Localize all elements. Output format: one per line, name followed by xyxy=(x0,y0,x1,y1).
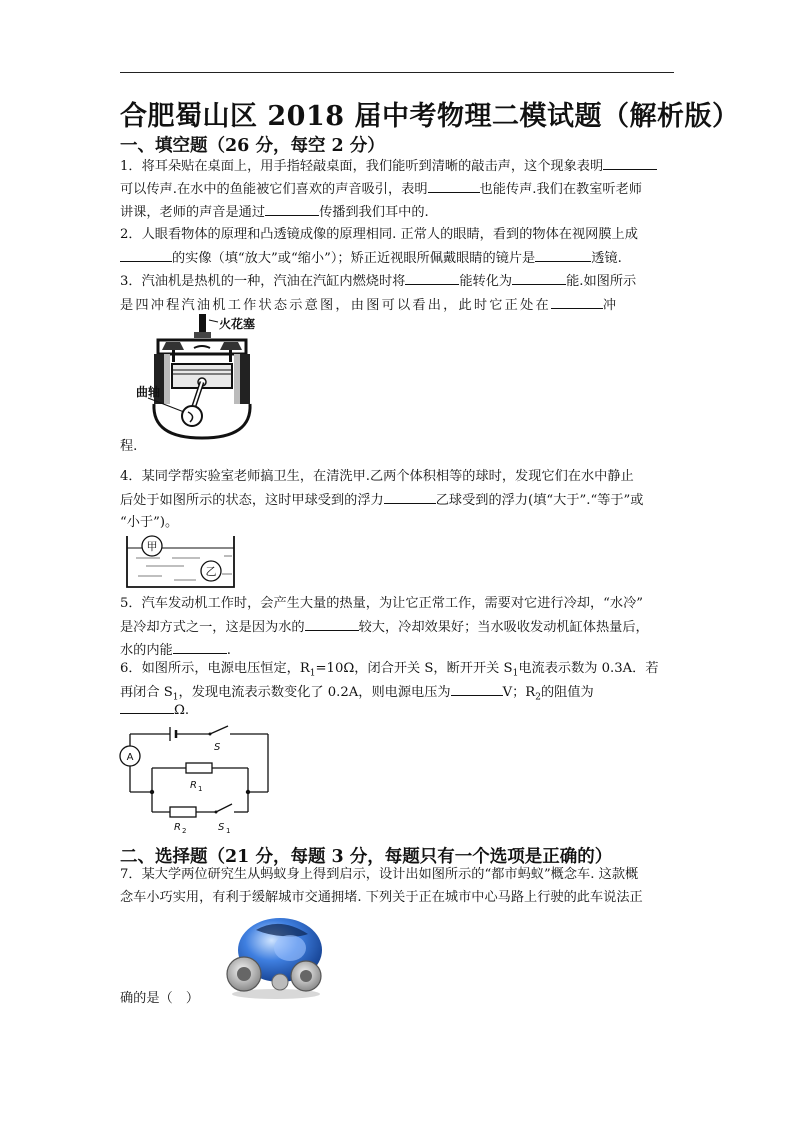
q2-line-1: 2．人眼看物体的原理和凸透镜成像的原理相同. 正常人的眼睛，看到的物体在视网膜上成 xyxy=(120,227,638,242)
ball-b-label: 乙 xyxy=(205,565,217,578)
spark-plug-label: 火花塞 xyxy=(219,317,256,331)
r2-sub: 2 xyxy=(182,827,187,835)
section-2-heading: 二、选择题（21 分，每题 3 分，每题只有一个选项是正确的） xyxy=(120,847,613,867)
r2-label: R xyxy=(174,822,181,833)
q4-line-2: 后处于如图所示的状态，这时甲球受到的浮力 乙球受到的浮力(填“大于”.“等于”或 xyxy=(120,493,644,508)
q7-line-2: 念车小巧实用，有利于缓解城市交通拥堵. 下列关于正在城市中心马路上行驶的此车说法正 xyxy=(120,890,643,905)
page-title: 合肥蜀山区 2018 届中考物理二模试题（解析版） xyxy=(120,101,740,132)
q6-line-3: Ω. xyxy=(120,701,189,720)
crankshaft-label: 曲轴 xyxy=(136,385,161,399)
q5-blank-1[interactable] xyxy=(305,618,359,631)
q5-line-3: 水的内能 . xyxy=(120,643,231,658)
q1-blank-3[interactable] xyxy=(265,203,319,216)
q6-blank-2[interactable] xyxy=(120,701,174,714)
q3-line-2: 是四冲程汽油机工作状态示意图，由图可以看出，此时它正处在 冲 xyxy=(120,298,619,313)
r1-sub: 1 xyxy=(198,785,203,793)
q2-blank-2[interactable] xyxy=(535,249,591,262)
floating-balls-figure xyxy=(124,534,238,590)
q5-line-1: 5．汽车发动机工作时，会产生大量的热量，为让它正常工作，需要对它进行冷却，“水冷” xyxy=(120,596,643,611)
q3-blank-2[interactable] xyxy=(512,272,566,285)
q7-line-3: 确的是（ ） xyxy=(120,991,200,1006)
q4-line-1: 4．某同学帮实验室老师搞卫生，在清洗甲.乙两个体积相等的球时，发现它们在水中静止 xyxy=(120,469,634,484)
q1-blank-1[interactable] xyxy=(603,157,657,170)
ammeter-label: A xyxy=(126,752,134,763)
q7-line-1: 7．某大学两位研究生从蚂蚁身上得到启示，设计出如图所示的“都市蚂蚁”概念车. 这款概 xyxy=(120,867,639,882)
q4-line-3: “小于”)。 xyxy=(120,515,179,530)
q1-line-2: 可以传声.在水中的鱼能被它们喜欢的声音吸引，表明 也能传声.我们在教室听老师 xyxy=(120,182,642,197)
q1-line-1: 1．将耳朵贴在桌面上，用手指轻敲桌面，我们能听到清晰的敲击声，这个现象表明 xyxy=(120,157,657,176)
q1-line-3: 讲课，老师的声音是通过 传播到我们耳中的. xyxy=(120,205,429,220)
q2-blank-1[interactable] xyxy=(120,249,172,262)
q5-blank-2[interactable] xyxy=(173,641,227,654)
q1-blank-2[interactable] xyxy=(428,180,480,193)
ball-a-label: 甲 xyxy=(146,540,158,553)
switch-s-label: S xyxy=(214,742,221,753)
switch-s1-label: S xyxy=(218,822,225,833)
engine-figure xyxy=(136,312,261,440)
q4-blank-1[interactable] xyxy=(384,491,436,504)
circuit-figure xyxy=(118,724,274,836)
q6-line-1: 6．如图所示，电源电压恒定，$R_1=10\Omega$，闭合开关 S，断开开关 $S_1$电流表示数为 0.3A．若 xyxy=(120,661,659,679)
q3-blank-1[interactable] xyxy=(405,272,459,285)
q3-line-1: 3．汽油机是热机的一种，汽油在汽缸内燃烧时将 能转化为 能.如图所示 xyxy=(120,274,637,289)
concept-car-image xyxy=(222,908,328,1000)
r1-label: R xyxy=(190,780,197,791)
q3-line-3: 程. xyxy=(120,439,138,454)
section-1-heading: 一、填空题（26 分，每空 2 分） xyxy=(120,136,385,156)
header-rule xyxy=(120,72,674,73)
q6-blank-1[interactable] xyxy=(451,683,503,696)
q2-line-2: 的实像（填“放大”或“缩小”）；矫正近视眼所佩戴眼睛的镜片是 透镜. xyxy=(120,249,622,268)
s1-sub: 1 xyxy=(226,827,231,835)
q3-blank-3[interactable] xyxy=(551,296,603,309)
q6-line-2: 再闭合 $S_1$，发现电流表示数变化了 0.2A，则电源电压为 V；$R_2$的阻值为 xyxy=(120,685,594,703)
q5-line-2: 是冷却方式之一，这是因为水的 较大，冷却效果好；当水吸收发动机缸体热量后， xyxy=(120,620,649,635)
